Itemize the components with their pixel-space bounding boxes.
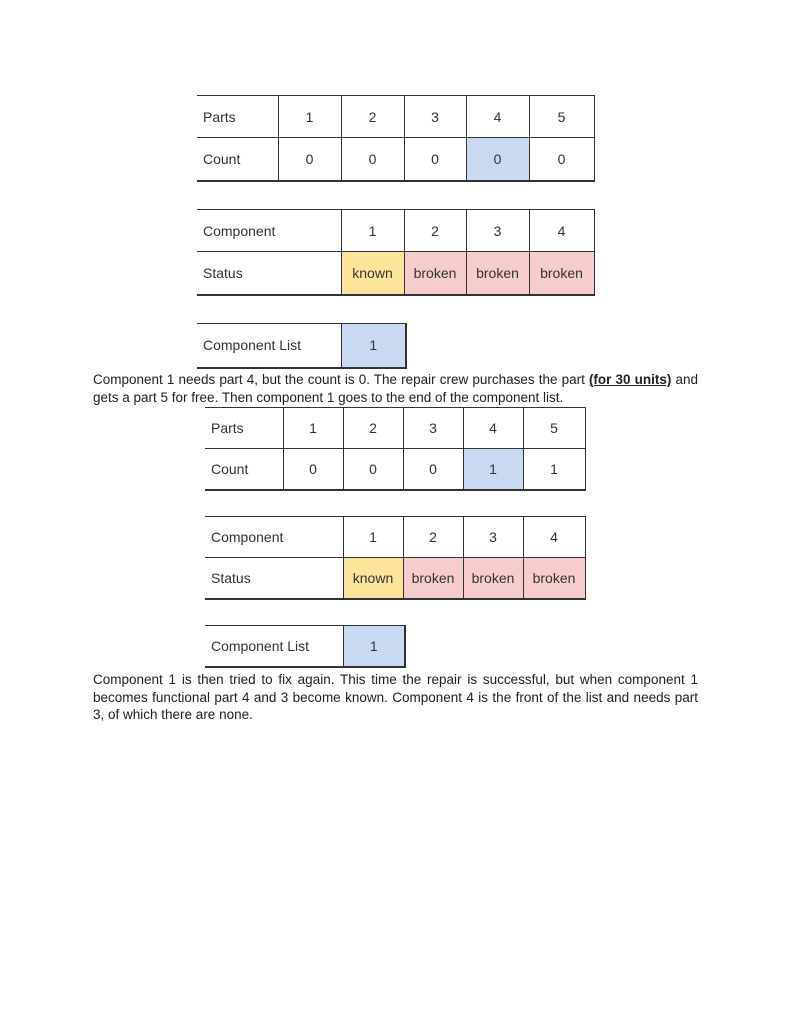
status-cell-broken: broken — [403, 558, 463, 599]
count-row — [205, 449, 585, 490]
part-cell: 2 — [343, 408, 403, 449]
part-cell: 4 — [466, 96, 529, 138]
part-cell: 3 — [404, 96, 466, 138]
status-cell-broken: broken — [523, 558, 585, 599]
component-list-row — [197, 324, 406, 368]
status-cell-known: known — [343, 558, 403, 599]
paragraph-text: Component 1 needs part 4, but the count is 0. The repair crew purchases the part — [93, 372, 589, 387]
component-cell: 4 — [523, 517, 585, 558]
component-status-table-2 — [205, 516, 586, 600]
component-list-value: 1 — [341, 324, 406, 368]
component-status-table-1 — [197, 209, 595, 296]
paragraph-text: Component 1 is then tried to fix again. This time the repair is successful, but when component 1 becomes functional part 4 and 3 become known. Component 4 is the front of the list and needs part 3, of which there are none. — [93, 672, 698, 722]
component-cell: 4 — [529, 210, 594, 252]
parts-count-table-1 — [197, 95, 595, 182]
status-cell-known: known — [341, 252, 404, 295]
parts-row — [197, 96, 594, 138]
component-list-label: Component List — [197, 324, 341, 368]
component-row — [197, 210, 594, 252]
explanation-paragraph-2 — [93, 671, 698, 724]
parts-label: Parts — [197, 96, 278, 138]
component-label: Component — [197, 210, 341, 252]
count-cell: 0 — [343, 449, 403, 490]
count-cell-highlighted: 0 — [466, 138, 529, 181]
count-cell: 1 — [523, 449, 585, 490]
count-cell-highlighted: 1 — [463, 449, 523, 490]
component-cell: 1 — [341, 210, 404, 252]
component-list-row — [205, 626, 405, 667]
component-list-1 — [197, 323, 407, 369]
component-list-value: 1 — [343, 626, 405, 667]
status-cell-broken: broken — [463, 558, 523, 599]
component-label: Component — [205, 517, 343, 558]
count-label: Count — [197, 138, 278, 181]
paragraph-text: and gets a part 5 for free. Then component 1 goes to the end of the component list. — [93, 372, 698, 405]
paragraph-emphasis: (for 30 units) — [588, 372, 672, 387]
component-list-2 — [205, 625, 406, 668]
part-cell: 3 — [403, 408, 463, 449]
status-cell-broken: broken — [404, 252, 466, 295]
count-label: Count — [205, 449, 283, 490]
part-cell: 5 — [529, 96, 594, 138]
explanation-paragraph-1 — [93, 371, 698, 406]
count-cell: 0 — [278, 138, 341, 181]
component-list-label: Component List — [205, 626, 343, 667]
parts-row — [205, 408, 585, 449]
component-cell: 2 — [404, 210, 466, 252]
status-row — [197, 252, 594, 295]
component-cell: 1 — [343, 517, 403, 558]
part-cell: 2 — [341, 96, 404, 138]
component-cell: 3 — [466, 210, 529, 252]
component-row — [205, 517, 585, 558]
count-cell: 0 — [404, 138, 466, 181]
count-cell: 0 — [283, 449, 343, 490]
parts-count-table-2 — [205, 407, 586, 491]
status-cell-broken: broken — [466, 252, 529, 295]
status-cell-broken: broken — [529, 252, 594, 295]
count-cell: 0 — [341, 138, 404, 181]
count-row — [197, 138, 594, 181]
status-label: Status — [197, 252, 341, 295]
part-cell: 5 — [523, 408, 585, 449]
count-cell: 0 — [529, 138, 594, 181]
parts-label: Parts — [205, 408, 283, 449]
status-row — [205, 558, 585, 599]
count-cell: 0 — [403, 449, 463, 490]
component-cell: 2 — [403, 517, 463, 558]
part-cell: 1 — [278, 96, 341, 138]
component-cell: 3 — [463, 517, 523, 558]
status-label: Status — [205, 558, 343, 599]
part-cell: 1 — [283, 408, 343, 449]
part-cell: 4 — [463, 408, 523, 449]
